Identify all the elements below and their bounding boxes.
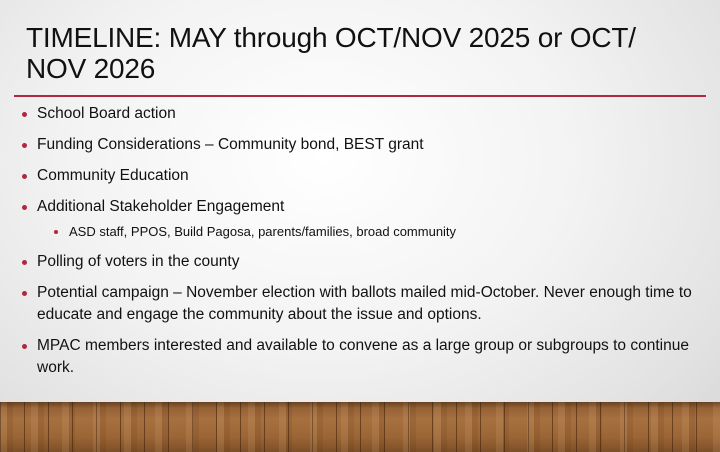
title-divider (14, 95, 706, 97)
bullet-item-school-board: School Board action (22, 103, 708, 125)
wood-floor-decoration (0, 402, 720, 452)
bullet-item-campaign: Potential campaign – November election with ballots mailed mid-October. Never enough time to educate and engage the community about the issue and options. (22, 282, 708, 326)
bullet-item-mpac: MPAC members interested and available to convene as a large group or subgroups to continue work. (22, 335, 708, 379)
sub-bullet-item-stakeholders: ASD staff, PPOS, Build Pagosa, parents/families, broad community (54, 223, 708, 241)
bullet-list (22, 103, 708, 388)
bullet-item-stakeholder-engagement: Additional Stakeholder Engagement (22, 196, 708, 218)
slide-title: TIMELINE: MAY through OCT/NOV 2025 or OCT/ NOV 2026 (26, 22, 636, 84)
bullet-item-polling: Polling of voters in the county (22, 251, 708, 273)
bullet-item-funding: Funding Considerations – Community bond, BEST grant (22, 134, 708, 156)
bullet-item-community-education: Community Education (22, 165, 708, 187)
